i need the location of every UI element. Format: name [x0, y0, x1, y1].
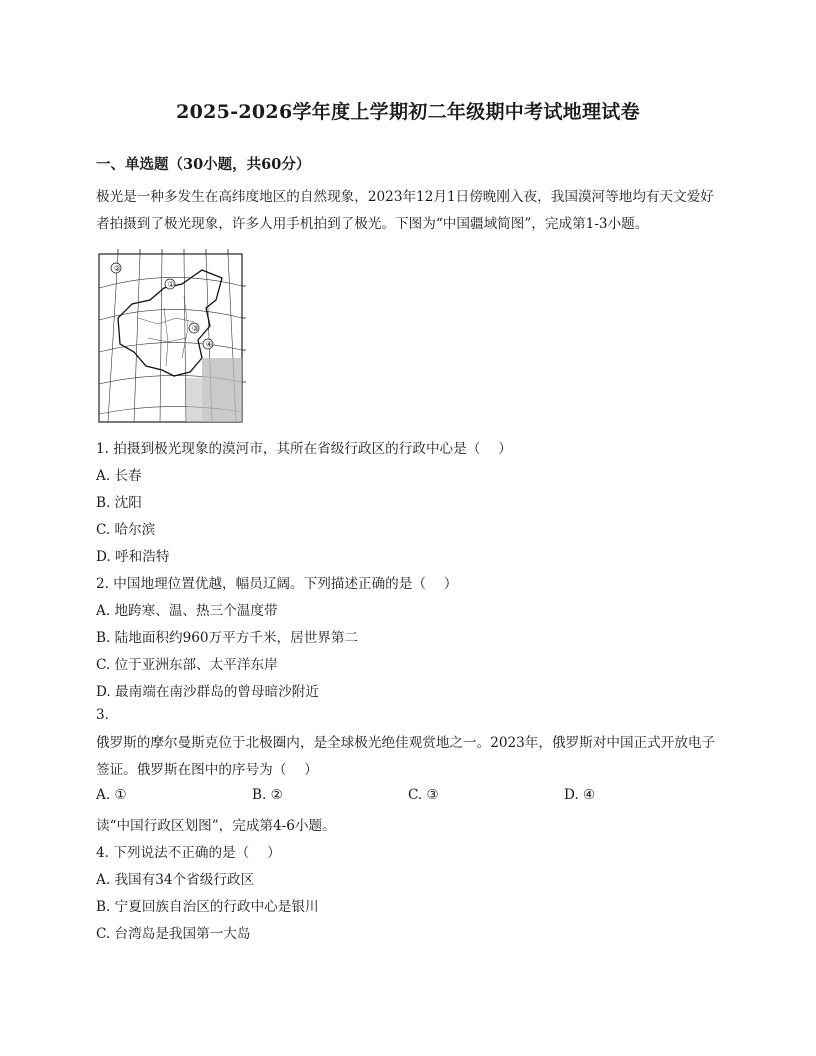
q1-option-a[interactable]: A. 长春 — [96, 468, 142, 484]
map-marker-2: ③ — [191, 324, 199, 333]
map-marker-3: ④ — [205, 340, 213, 349]
q1-option-d[interactable]: D. 呼和浩特 — [96, 549, 170, 565]
q3-option-c[interactable]: C. ③ — [408, 787, 439, 803]
section-heading: 一、单选题（30小题，共60分） — [96, 156, 311, 173]
q1-stem: 1. 拍摄到极光现象的漠河市，其所在省级行政区的行政中心是（ ） — [96, 441, 512, 457]
map-marker-0: ① — [167, 280, 175, 289]
q3-stem: 俄罗斯的摩尔曼斯克位于北极圈内，是全球极光绝佳观赏地之一。2023年，俄罗斯对中国正式开放电子签证。俄罗斯在图中的序号为（ ） — [96, 735, 716, 778]
q2-option-d[interactable]: D. 最南端在南沙群岛的曾母暗沙附近 — [96, 684, 319, 700]
page-title: 2025-2026学年度上学期初二年级期中考试地理试卷 — [176, 101, 640, 123]
q2-option-b[interactable]: B. 陆地面积约960万平方千米，居世界第二 — [96, 630, 359, 646]
map-marker-1: ② — [113, 264, 121, 273]
q2-option-c[interactable]: C. 位于亚洲东部、太平洋东岸 — [96, 657, 278, 673]
intro-paragraph: 极光是一种多发生在高纬度地区的自然现象，2023年12月1日傍晚刚入夜，我国漠河等地均有天文爱好者拍摄到了极光现象，许多人用手机拍到了极光。下图为“中国疆域简图”，完成第1-3小题。 — [96, 189, 714, 232]
q3-option-a[interactable]: A. ① — [96, 787, 127, 803]
q3-option-d[interactable]: D. ④ — [564, 787, 596, 803]
q3-option-b[interactable]: B. ② — [252, 787, 283, 803]
q4-option-b[interactable]: B. 宁夏回族自治区的行政中心是银川 — [96, 899, 319, 915]
q2-stem: 2. 中国地理位置优越，幅员辽阔。下列描述正确的是（ ） — [96, 576, 458, 592]
q2-option-a[interactable]: A. 地跨寒、温、热三个温度带 — [96, 603, 278, 619]
q1-option-c[interactable]: C. 哈尔滨 — [96, 522, 156, 538]
q4-stem: 4. 下列说法不正确的是（ ） — [96, 845, 281, 861]
china-territory-map — [98, 248, 246, 426]
q3-number: 3. — [96, 707, 109, 723]
q4-option-c[interactable]: C. 台湾岛是我国第一大岛 — [96, 926, 251, 942]
q1-option-b[interactable]: B. 沈阳 — [96, 495, 142, 511]
q4-option-a[interactable]: A. 我国有34个省级行政区 — [96, 872, 255, 888]
intro2-paragraph: 读“中国行政区划图”，完成第4-6小题。 — [96, 818, 336, 834]
